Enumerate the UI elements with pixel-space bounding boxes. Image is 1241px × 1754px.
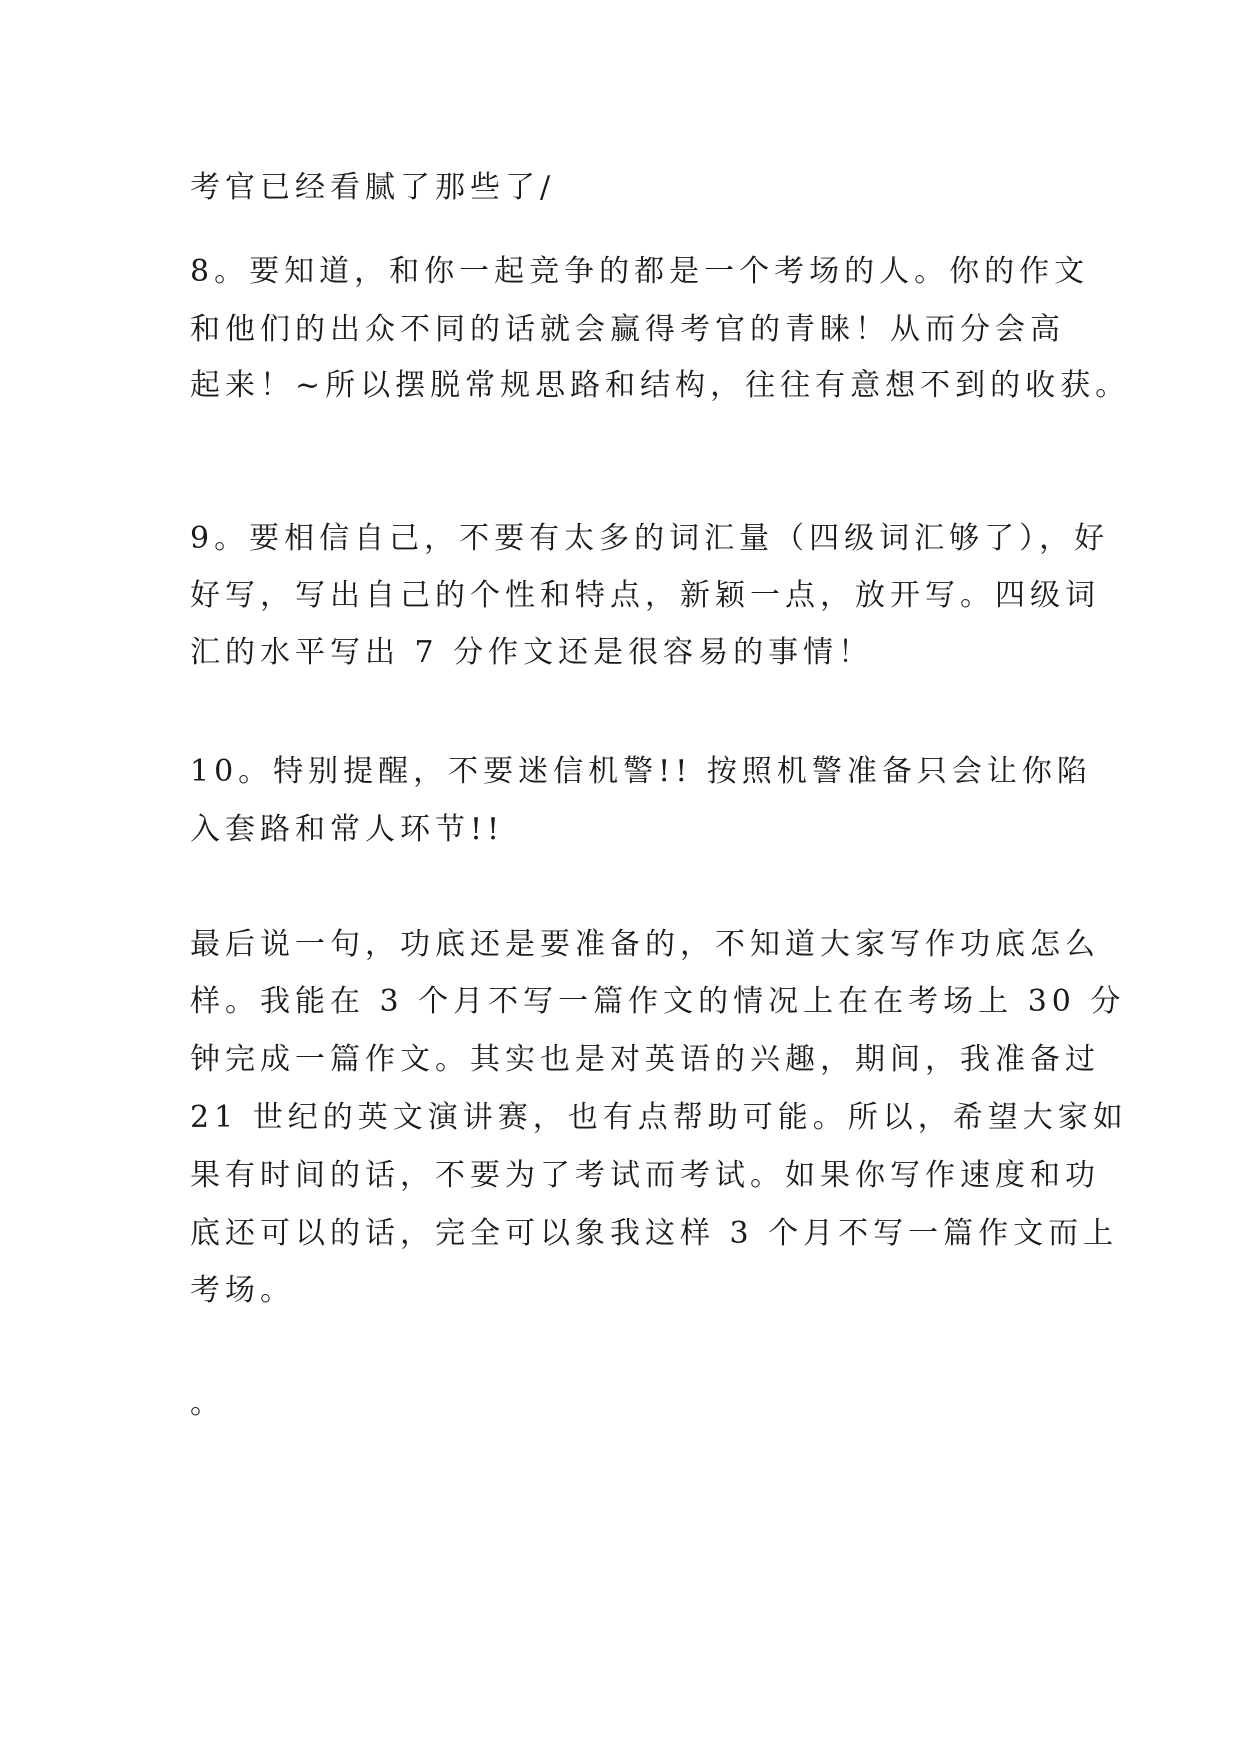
text-line: 考官已经看腻了那些了/ [190,170,556,205]
text-line: 和他们的出众不同的话就会赢得考官的青睐！从而分会高 [190,312,1065,347]
text-line: 底还可以的话，完全可以象我这样 3 个月不写一篇作文而上 [190,1216,1119,1251]
text-line: 入套路和常人环节!! [190,812,505,847]
text-line: 10。特别提醒，不要迷信机警!! 按照机警准备只会让你陷 [190,754,1092,789]
text-line: 。 [190,1386,225,1421]
text-line: 最后说一句，功底还是要准备的，不知道大家写作功底怎么 [190,927,1100,962]
text-line: 21 世纪的英文演讲赛，也有点帮助可能。所以，希望大家如 [190,1100,1128,1135]
text-line: 样。我能在 3 个月不写一篇作文的情况上在在考场上 30 分 [190,984,1126,1019]
text-line: 9。要相信自己，不要有太多的词汇量（四级词汇够了），好 [190,521,1110,556]
text-line: 果有时间的话，不要为了考试而考试。如果你写作速度和功 [190,1158,1100,1193]
text-line: 8。要知道，和你一起竞争的都是一个考场的人。你的作文 [190,254,1090,289]
text-line: 钟完成一篇作文。其实也是对英语的兴趣，期间，我准备过 [190,1042,1100,1077]
text-line: 好写，写出自己的个性和特点，新颖一点，放开写。四级词 [190,578,1100,613]
text-line: 汇的水平写出 7 分作文还是很容易的事情！ [190,635,874,670]
text-line: 考场。 [190,1273,295,1308]
text-line: 起来！~所以摆脱常规思路和结构，往往有意想不到的收获。 [190,368,1131,403]
